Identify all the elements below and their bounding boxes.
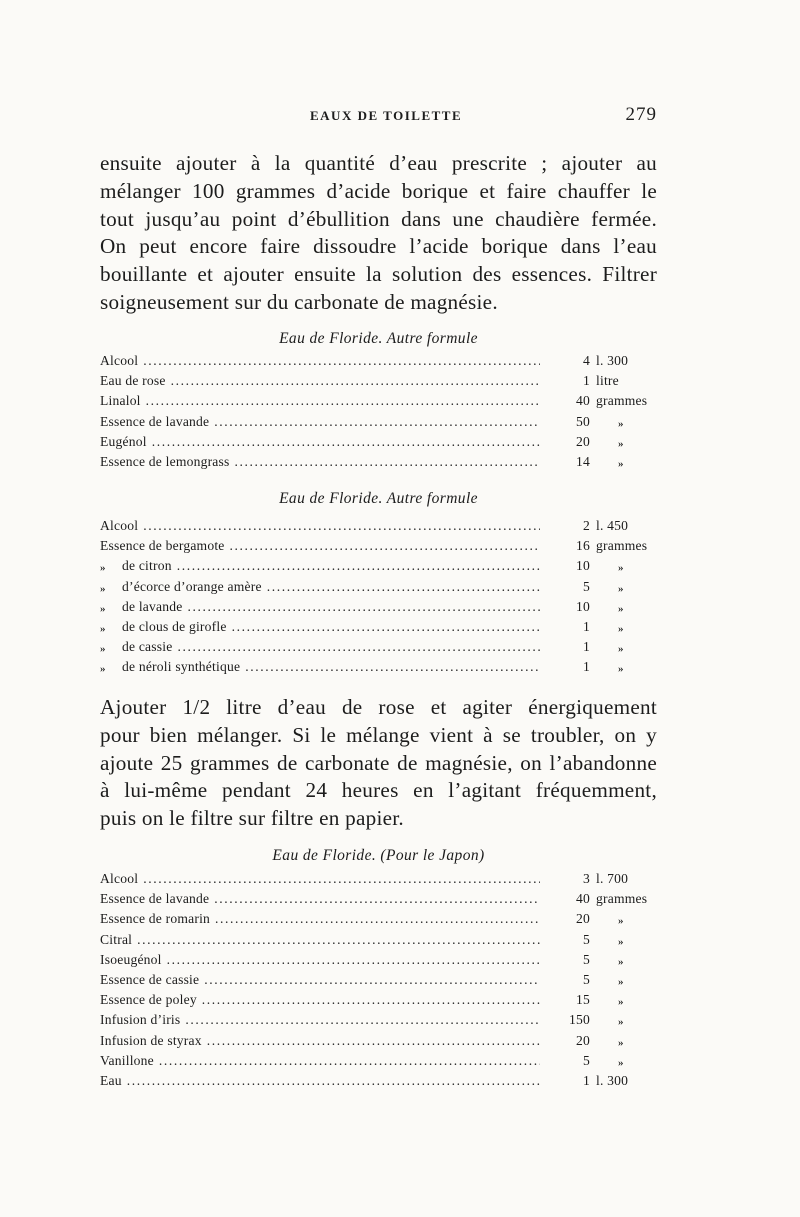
- ingredient-quantity: 5: [583, 578, 590, 594]
- ingredient-row: [100, 932, 657, 952]
- ingredient-quantity: 10: [576, 558, 590, 574]
- ingredient-name: Alcool .....: [100, 518, 540, 534]
- ingredient-quantity: 3: [583, 871, 590, 886]
- ingredient-row: [100, 599, 657, 619]
- text-line: à lui-même pendant 24 heures en l’agitant fréquemment,: [100, 778, 657, 803]
- ditto-mark: »: [100, 582, 106, 595]
- ditto-mark: »: [618, 955, 624, 968]
- ingredient-row: [100, 373, 657, 393]
- ditto-mark: »: [100, 663, 106, 676]
- ingredient-unit: l. 300: [596, 353, 629, 368]
- ingredient-name: de citron .....: [100, 558, 540, 574]
- ditto-mark: »: [618, 935, 624, 948]
- ingredient-unit: l. 450: [596, 518, 629, 533]
- ingredient-quantity: 20: [576, 433, 590, 449]
- ditto-mark: »: [618, 457, 624, 470]
- ditto-mark: »: [618, 582, 624, 595]
- ingredient-quantity: 40: [576, 891, 590, 907]
- text-line: Ajouter 1/2 litre d’eau de rose et agiter énergiquement: [100, 695, 657, 719]
- ditto-mark: »: [618, 975, 624, 988]
- ingredient-name: Alcool .....: [100, 353, 540, 369]
- ingredient-row: [100, 393, 657, 413]
- ingredient-table: [100, 353, 657, 474]
- ingredient-unit: litre: [596, 373, 619, 389]
- ingredient-name: Linalol .....: [100, 393, 540, 409]
- ditto-mark: »: [100, 562, 106, 575]
- ingredient-row: [100, 414, 657, 434]
- ingredient-unit: grammes: [596, 393, 648, 409]
- ditto-mark: »: [618, 562, 624, 575]
- ingredient-name: de lavande .....: [100, 599, 540, 615]
- ingredient-unit: l. 700: [596, 871, 629, 886]
- ingredient-quantity: 15: [576, 992, 590, 1008]
- ditto-mark: »: [618, 1036, 624, 1049]
- ingredient-name: Essence de romarin .....: [100, 911, 540, 927]
- ingredient-quantity: 5: [583, 1052, 590, 1068]
- ditto-mark: »: [618, 1016, 624, 1029]
- paragraph-2: [100, 694, 657, 833]
- ditto-mark: »: [618, 622, 624, 635]
- ingredient-row: [100, 518, 657, 538]
- ingredient-row: [100, 1012, 657, 1032]
- ingredient-name: Infusion d’iris .....: [100, 1012, 540, 1028]
- ingredient-name: Essence de poley .....: [100, 992, 540, 1008]
- formula-title: Eau de Floride. Autre formule: [279, 330, 478, 347]
- ingredient-row: [100, 1073, 657, 1093]
- ingredient-name: d’écorce d’orange amère .....: [100, 579, 540, 595]
- text-line: On peut encore faire dissoudre l’acide borique dans l’eau: [100, 234, 657, 259]
- ingredient-quantity: 1: [583, 639, 590, 655]
- ingredient-quantity: 20: [576, 911, 590, 927]
- ingredient-row: [100, 871, 657, 891]
- ingredient-name: Alcool .....: [100, 871, 540, 887]
- ingredient-quantity: 1: [583, 1072, 590, 1088]
- paragraph-1: [100, 150, 657, 317]
- ingredient-unit: l. 300: [596, 1072, 629, 1088]
- ditto-mark: »: [618, 417, 624, 430]
- ingredient-row: [100, 972, 657, 992]
- ingredient-quantity: 1: [583, 659, 590, 675]
- ingredient-quantity: 5: [583, 951, 590, 967]
- formula-title: Eau de Floride. (Pour le Japon): [272, 847, 485, 864]
- text-line: ensuite ajouter à la quantité d’eau prescrite ; ajouter au: [100, 151, 657, 175]
- ingredient-quantity: 50: [576, 413, 590, 429]
- ditto-mark: »: [618, 437, 624, 450]
- ingredient-quantity: 10: [576, 598, 590, 614]
- ditto-mark: »: [618, 1056, 624, 1069]
- ingredient-row: [100, 1053, 657, 1073]
- ingredient-quantity: 20: [576, 1032, 590, 1048]
- ingredient-row: [100, 992, 657, 1012]
- ingredient-row: [100, 434, 657, 454]
- ingredient-quantity: 4: [583, 353, 590, 368]
- text-line: puis on le filtre sur filtre en papier.: [100, 806, 404, 831]
- ingredient-row: [100, 538, 657, 558]
- ingredient-name: Infusion de styrax .....: [100, 1033, 540, 1049]
- ingredient-quantity: 150: [569, 1012, 590, 1028]
- text-line: bouillante et ajouter ensuite la solution des essences. Filtrer: [100, 262, 657, 287]
- ingredient-table: [100, 518, 657, 680]
- ingredient-name: Essence de lemongrass .....: [100, 454, 540, 470]
- ingredient-row: [100, 353, 657, 373]
- ingredient-row: [100, 1033, 657, 1053]
- page-header: [100, 104, 657, 128]
- ingredient-row: [100, 619, 657, 639]
- ingredient-row: [100, 891, 657, 911]
- ingredient-row: [100, 639, 657, 659]
- text-line: soigneusement sur du carbonate de magnésie.: [100, 289, 498, 314]
- ingredient-name: Essence de lavande .....: [100, 891, 540, 907]
- text-line: pour bien mélanger. Si le mélange vient à se troubler, on y: [100, 722, 657, 747]
- ditto-mark: »: [618, 996, 624, 1009]
- ingredient-row: [100, 454, 657, 474]
- ditto-mark: »: [618, 602, 624, 615]
- ditto-mark: »: [100, 643, 106, 656]
- ingredient-row: [100, 952, 657, 972]
- ingredient-quantity: 14: [576, 453, 590, 469]
- ingredient-row: [100, 911, 657, 931]
- ditto-mark: »: [100, 602, 106, 615]
- ingredient-quantity: 1: [583, 618, 590, 634]
- ingredient-name: de cassie .....: [100, 639, 540, 655]
- ingredient-quantity: 5: [583, 931, 590, 947]
- ingredient-name: Eau de rose .....: [100, 373, 540, 389]
- ingredient-table: [100, 871, 657, 1093]
- ingredient-row: [100, 579, 657, 599]
- page-number: 279: [625, 104, 657, 125]
- ingredient-quantity: 2: [583, 518, 590, 533]
- text-line: tout jusqu’au point d’ébullition dans une chaudière fermée.: [100, 206, 657, 231]
- ingredient-name: Essence de bergamote .....: [100, 538, 540, 554]
- ditto-mark: »: [618, 643, 624, 656]
- ditto-mark: »: [618, 915, 624, 928]
- ingredient-name: Eugénol .....: [100, 434, 540, 450]
- ingredient-name: Isoeugénol .....: [100, 952, 540, 968]
- ingredient-name: de clous de girofle .....: [100, 619, 540, 635]
- ingredient-name: Eau .....: [100, 1073, 540, 1089]
- ingredient-name: Citral .....: [100, 932, 540, 948]
- ingredient-quantity: 1: [583, 373, 590, 389]
- ingredient-quantity: 40: [576, 393, 590, 409]
- ingredient-name: Vanillone .....: [100, 1053, 540, 1069]
- formula-title: Eau de Floride. Autre formule: [279, 490, 478, 507]
- running-title: EAUX DE TOILETTE: [310, 108, 463, 123]
- ingredient-row: [100, 659, 657, 679]
- ingredient-row: [100, 558, 657, 578]
- ditto-mark: »: [618, 663, 624, 676]
- ingredient-name: Essence de cassie .....: [100, 972, 540, 988]
- ingredient-unit: grammes: [596, 891, 648, 907]
- text-line: ajoute 25 grammes de carbonate de magnésie, on l’abandonne: [100, 750, 657, 775]
- ingredient-quantity: 16: [576, 538, 590, 554]
- ingredient-unit: grammes: [596, 538, 648, 554]
- ditto-mark: »: [100, 622, 106, 635]
- ingredient-name: Essence de lavande .....: [100, 414, 540, 430]
- ingredient-name: de néroli synthétique .....: [100, 659, 540, 675]
- ingredient-quantity: 5: [583, 971, 590, 987]
- text-line: mélanger 100 grammes d’acide borique et faire chauffer le: [100, 178, 657, 203]
